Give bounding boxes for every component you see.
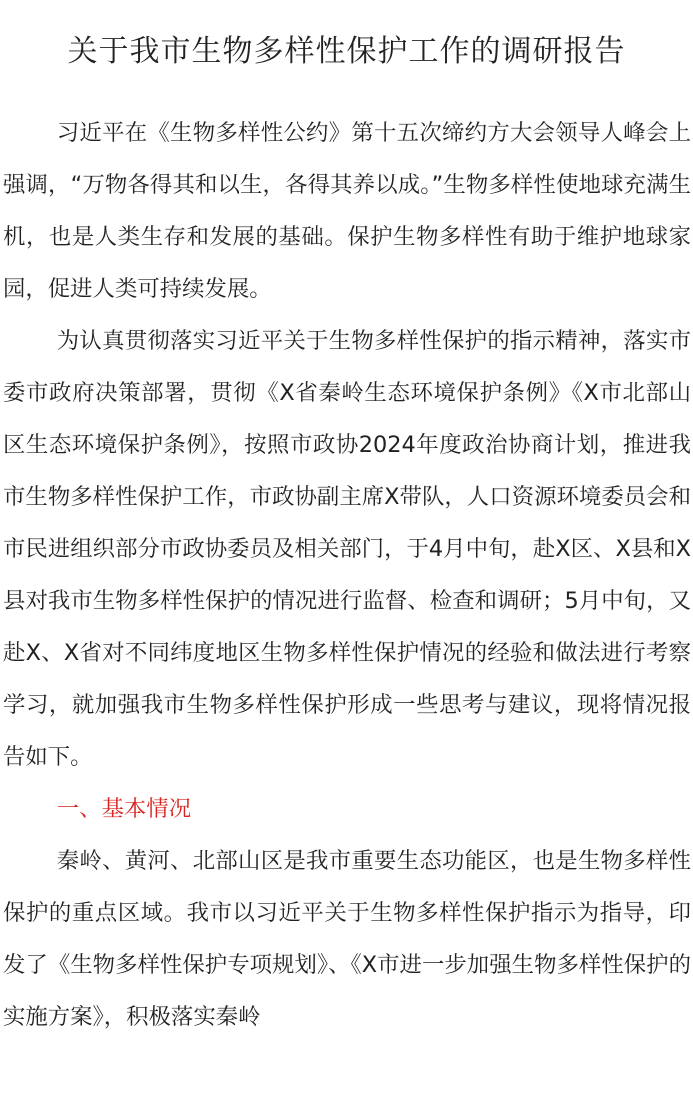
section-heading-basic-situation: 一、基本情况 [56,796,192,822]
purpose-paragraph: 为认真贯彻落实习近平关于生物多样性保护的指示精神，落实市委市政府决策部署，贯彻《X省秦岭生态环境保护条例》《X市北部山区生态环境保护条例》，按照市政协2024年度政治协商计划，推进我市生物多样性保护工作，市政协副主席X带队，人口资源环境委员会和市民进组织部分市政协委员及相关部门，于4月中旬，赴X区、X县和X县对我市生物多样性保护的情况进行监督、检查和调研；5月中旬，又赴X、X省对不同纬度地区生物多样性保护情况的经验和做法进行考察学习，就加强我市生物多样性保护形成一些思考与建议，现将情况报告如下。 [3,328,691,770]
document-title: 关于我市生物多样性保护工作的调研报告 [67,34,626,69]
intro-paragraph: 习近平在《生物多样性公约》第十五次缔约方大会领导人峰会上强调，“万物各得其和以生，各得其养以成。”生物多样性使地球充满生机，也是人类生存和发展的基础。保护生物多样性有助于维护地球家园，促进人类可持续发展。 [3,120,691,302]
basic-situation-paragraph: 秦岭、黄河、北部山区是我市重要生态功能区，也是生物多样性保护的重点区域。我市以习近平关于生物多样性保护指示为指导，印发了《生物多样性保护专项规划》、《X市进一步加强生物多样性保护的实施方案》，积极落实秦岭 [3,848,691,1030]
document-body [0,107,693,1043]
